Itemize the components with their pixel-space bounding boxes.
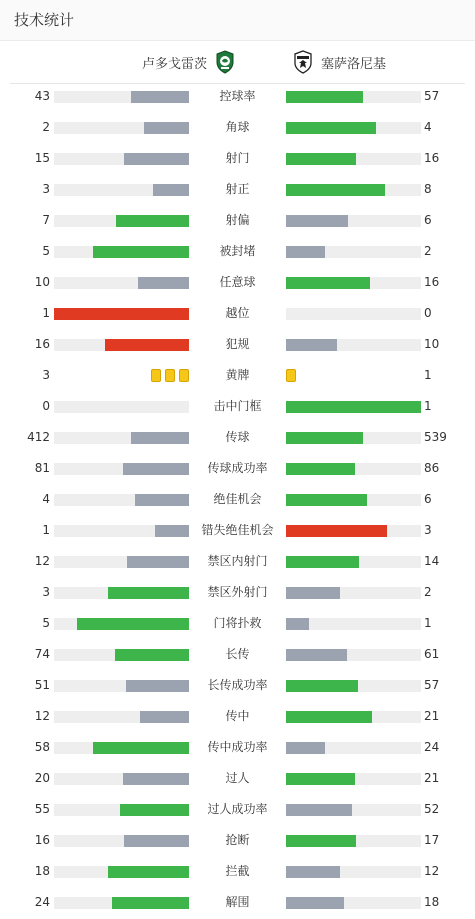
- home-stat-bar: [54, 804, 189, 816]
- away-stat-value: 24: [424, 740, 440, 754]
- home-stat-bar: [54, 401, 189, 413]
- home-stat-bar-fill: [77, 618, 189, 630]
- stat-label: 射正: [225, 182, 250, 196]
- away-stat-value: 12: [424, 864, 440, 878]
- home-stat-bar-fill: [131, 432, 189, 444]
- away-stat-value: 57: [424, 678, 440, 692]
- away-stat-bar-fill: [286, 618, 309, 630]
- home-stat-bar-fill: [54, 308, 189, 320]
- away-stat-bar: [286, 835, 421, 847]
- home-stat-value: 81: [34, 461, 50, 475]
- home-stat-value: 12: [34, 709, 50, 723]
- away-stat-value: 57: [424, 89, 440, 103]
- away-stat-value: 21: [424, 709, 440, 723]
- away-stat-value: 4: [424, 120, 432, 134]
- home-stat-bar: [54, 618, 189, 630]
- stat-row: [0, 453, 475, 484]
- away-stat-bar: [286, 680, 421, 692]
- stat-label: 拦截: [225, 864, 250, 878]
- home-stat-bar: [54, 587, 189, 599]
- teams-header: [10, 41, 465, 84]
- stat-row: [0, 701, 475, 732]
- home-stat-value: 10: [34, 275, 50, 289]
- home-stat-bar: [54, 556, 189, 568]
- away-stat-bar-fill: [286, 680, 358, 692]
- stat-label: 传中: [225, 709, 250, 723]
- home-stat-bar-fill: [124, 835, 189, 847]
- home-stat-value: 3: [42, 368, 50, 382]
- home-team[interactable]: [142, 41, 235, 83]
- away-stat-value: 1: [424, 616, 432, 630]
- away-stat-bar-fill: [286, 866, 340, 878]
- away-stat-value: 6: [424, 492, 432, 506]
- home-stat-bar-fill: [105, 339, 189, 351]
- away-stat-value: 8: [424, 182, 432, 196]
- away-stat-bar: [286, 742, 421, 754]
- away-stat-bar: [286, 122, 421, 134]
- away-stat-bar: [286, 556, 421, 568]
- away-stat-bar: [286, 649, 421, 661]
- stats-list: [0, 81, 475, 918]
- away-stat-value: 0: [424, 306, 432, 320]
- home-stat-bar-fill: [115, 649, 189, 661]
- away-stat-bar: [286, 463, 421, 475]
- away-team[interactable]: [293, 41, 386, 83]
- home-stat-bar-fill: [138, 277, 189, 289]
- away-stat-value: 52: [424, 802, 440, 816]
- home-stat-bar-fill: [124, 153, 189, 165]
- away-stat-bar-fill: [286, 277, 370, 289]
- home-stat-value: 412: [27, 430, 50, 444]
- away-yellow-cards: [286, 369, 296, 383]
- home-stat-bar: [54, 246, 189, 258]
- away-stat-bar: [286, 525, 421, 537]
- stat-label: 传球: [225, 430, 250, 444]
- away-stat-bar: [286, 432, 421, 444]
- home-stat-value: 43: [34, 89, 50, 103]
- away-stat-bar-fill: [286, 153, 356, 165]
- home-stat-bar: [54, 773, 189, 785]
- away-stat-bar-fill: [286, 711, 372, 723]
- stat-label: 过人成功率: [207, 802, 268, 816]
- away-stat-value: 2: [424, 585, 432, 599]
- away-stat-bar-fill: [286, 339, 337, 351]
- away-stat-bar: [286, 246, 421, 258]
- stat-row: [0, 732, 475, 763]
- stat-row: [0, 484, 475, 515]
- away-stat-bar-fill: [286, 215, 348, 227]
- home-stat-bar-fill: [155, 525, 189, 537]
- stat-label: 错失绝佳机会: [201, 523, 274, 537]
- away-stat-bar: [286, 277, 421, 289]
- away-stat-value: 16: [424, 275, 440, 289]
- stat-row: [0, 236, 475, 267]
- home-stat-bar: [54, 742, 189, 754]
- home-stat-bar: [54, 91, 189, 103]
- home-stat-bar: [54, 711, 189, 723]
- away-stat-bar: [286, 711, 421, 723]
- page-title: 技术统计: [0, 0, 475, 41]
- stat-label: 射门: [225, 151, 250, 165]
- away-stat-bar: [286, 618, 421, 630]
- home-stat-bar: [54, 432, 189, 444]
- home-stat-value: 55: [34, 802, 50, 816]
- stat-row: [0, 763, 475, 794]
- ludogorets-crest-icon: [215, 50, 235, 74]
- home-stat-value: 1: [42, 306, 50, 320]
- stat-label: 越位: [225, 306, 250, 320]
- away-stat-bar-fill: [286, 773, 355, 785]
- home-stat-value: 3: [42, 182, 50, 196]
- home-stat-bar-fill: [131, 91, 189, 103]
- stat-row: [0, 422, 475, 453]
- away-stat-value: 61: [424, 647, 440, 661]
- home-stat-bar: [54, 897, 189, 909]
- home-stat-bar: [54, 649, 189, 661]
- home-stat-bar-fill: [123, 463, 189, 475]
- home-stat-bar-fill: [127, 556, 189, 568]
- yellow-card-icon: [151, 369, 161, 382]
- home-stat-bar-fill: [93, 742, 189, 754]
- stat-row: [0, 794, 475, 825]
- stat-row: [0, 267, 475, 298]
- stat-label: 传中成功率: [207, 740, 268, 754]
- stat-row: [0, 856, 475, 887]
- home-stat-bar: [54, 122, 189, 134]
- home-stat-bar: [54, 680, 189, 692]
- stat-label: 控球率: [219, 89, 256, 103]
- home-stat-bar-fill: [108, 587, 189, 599]
- home-stat-bar: [54, 153, 189, 165]
- stat-label: 任意球: [219, 275, 256, 289]
- stat-label: 禁区内射门: [207, 554, 268, 568]
- away-stat-bar: [286, 494, 421, 506]
- home-stat-bar-fill: [126, 680, 189, 692]
- away-stat-bar: [286, 184, 421, 196]
- stat-row: [0, 174, 475, 205]
- stat-row: [0, 515, 475, 546]
- home-stat-value: 18: [34, 864, 50, 878]
- stat-label: 绝佳机会: [213, 492, 262, 506]
- stat-row: [0, 639, 475, 670]
- home-stat-bar: [54, 308, 189, 320]
- stat-row: [0, 360, 475, 391]
- away-stat-value: 2: [424, 244, 432, 258]
- home-stat-bar: [54, 215, 189, 227]
- away-stat-bar-fill: [286, 432, 363, 444]
- stat-label: 过人: [225, 771, 250, 785]
- stat-row: [0, 577, 475, 608]
- stat-label: 禁区外射门: [207, 585, 268, 599]
- away-stat-value: 1: [424, 368, 432, 382]
- away-stat-bar: [286, 587, 421, 599]
- stat-label: 门将扑救: [213, 616, 262, 630]
- stat-row: [0, 546, 475, 577]
- stat-row: [0, 81, 475, 112]
- home-stat-bar-fill: [116, 215, 189, 227]
- away-stat-bar-fill: [286, 91, 363, 103]
- home-stat-bar: [54, 463, 189, 475]
- home-stat-value: 2: [42, 120, 50, 134]
- away-stat-bar-fill: [286, 525, 387, 537]
- away-stat-value: 3: [424, 523, 432, 537]
- home-stat-bar-fill: [112, 897, 189, 909]
- home-stat-bar-fill: [140, 711, 189, 723]
- away-stat-bar-fill: [286, 742, 325, 754]
- home-stat-value: 24: [34, 895, 50, 909]
- away-stat-value: 10: [424, 337, 440, 351]
- stat-label: 击中门框: [213, 399, 262, 413]
- stat-row: [0, 670, 475, 701]
- away-stat-bar-fill: [286, 184, 385, 196]
- home-stat-bar-fill: [144, 122, 189, 134]
- home-stat-bar: [54, 184, 189, 196]
- home-stat-bar-fill: [135, 494, 189, 506]
- home-stat-bar: [54, 525, 189, 537]
- stat-label: 黄牌: [225, 368, 250, 382]
- stat-label: 角球: [225, 120, 250, 134]
- stat-row: [0, 887, 475, 918]
- home-stat-bar: [54, 835, 189, 847]
- home-stat-value: 20: [34, 771, 50, 785]
- home-team-name: 卢多戈雷茨: [141, 56, 207, 72]
- paok-crest-icon: [293, 50, 313, 74]
- stat-row: [0, 329, 475, 360]
- stat-label: 抢断: [225, 833, 250, 847]
- home-stat-bar-fill: [153, 184, 189, 196]
- home-yellow-cards: [151, 369, 189, 383]
- away-stat-value: 539: [424, 430, 447, 444]
- away-stat-bar-fill: [286, 835, 356, 847]
- away-stat-value: 16: [424, 151, 440, 165]
- stat-row: [0, 391, 475, 422]
- away-stat-bar-fill: [286, 494, 367, 506]
- away-stat-bar-fill: [286, 587, 340, 599]
- away-stat-bar: [286, 91, 421, 103]
- away-stat-bar-fill: [286, 649, 347, 661]
- home-stat-value: 12: [34, 554, 50, 568]
- away-stat-value: 18: [424, 895, 440, 909]
- stat-label: 长传: [225, 647, 250, 661]
- home-stat-value: 4: [42, 492, 50, 506]
- away-stat-bar-fill: [286, 401, 421, 413]
- away-stat-bar: [286, 866, 421, 878]
- away-stat-bar: [286, 153, 421, 165]
- home-stat-bar: [54, 494, 189, 506]
- home-stat-value: 16: [34, 337, 50, 351]
- away-stat-bar: [286, 339, 421, 351]
- stat-row: [0, 143, 475, 174]
- away-stat-value: 14: [424, 554, 440, 568]
- home-stat-value: 1: [42, 523, 50, 537]
- home-stat-value: 5: [42, 244, 50, 258]
- yellow-card-icon: [286, 369, 296, 382]
- stat-row: [0, 825, 475, 856]
- stat-row: [0, 608, 475, 639]
- stat-label: 射偏: [225, 213, 250, 227]
- home-stat-value: 16: [34, 833, 50, 847]
- stat-row: [0, 112, 475, 143]
- stat-label: 解围: [225, 895, 250, 909]
- away-stat-bar-fill: [286, 246, 325, 258]
- away-stat-bar: [286, 804, 421, 816]
- home-stat-bar: [54, 866, 189, 878]
- home-stat-value: 3: [42, 585, 50, 599]
- away-stat-bar: [286, 308, 421, 320]
- home-stat-value: 7: [42, 213, 50, 227]
- away-stat-bar: [286, 897, 421, 909]
- away-stat-value: 17: [424, 833, 440, 847]
- away-stat-bar-fill: [286, 463, 355, 475]
- away-stat-bar: [286, 215, 421, 227]
- home-stat-value: 58: [34, 740, 50, 754]
- stat-label: 长传成功率: [207, 678, 268, 692]
- away-stat-value: 6: [424, 213, 432, 227]
- home-stat-value: 51: [34, 678, 50, 692]
- home-stat-bar-fill: [123, 773, 189, 785]
- home-stat-value: 5: [42, 616, 50, 630]
- stat-label: 犯规: [225, 337, 250, 351]
- away-team-name: 塞萨洛尼基: [321, 56, 387, 72]
- stat-row: [0, 298, 475, 329]
- home-stat-value: 15: [34, 151, 50, 165]
- away-stat-bar-fill: [286, 897, 344, 909]
- away-stat-value: 86: [424, 461, 440, 475]
- away-stat-bar: [286, 401, 421, 413]
- stat-label: 被封堵: [219, 244, 256, 258]
- away-stat-bar-fill: [286, 122, 376, 134]
- home-stat-bar-fill: [108, 866, 189, 878]
- home-stat-bar: [54, 277, 189, 289]
- home-stat-bar-fill: [120, 804, 189, 816]
- home-stat-value: 74: [34, 647, 50, 661]
- home-stat-bar: [54, 339, 189, 351]
- away-stat-bar: [286, 773, 421, 785]
- stat-label: 传球成功率: [207, 461, 268, 475]
- home-stat-bar-fill: [93, 246, 189, 258]
- yellow-card-icon: [165, 369, 175, 382]
- yellow-card-icon: [179, 369, 189, 382]
- home-stat-value: 0: [42, 399, 50, 413]
- stat-row: [0, 205, 475, 236]
- away-stat-bar-fill: [286, 804, 352, 816]
- away-stat-value: 1: [424, 399, 432, 413]
- away-stat-value: 21: [424, 771, 440, 785]
- away-stat-bar-fill: [286, 556, 359, 568]
